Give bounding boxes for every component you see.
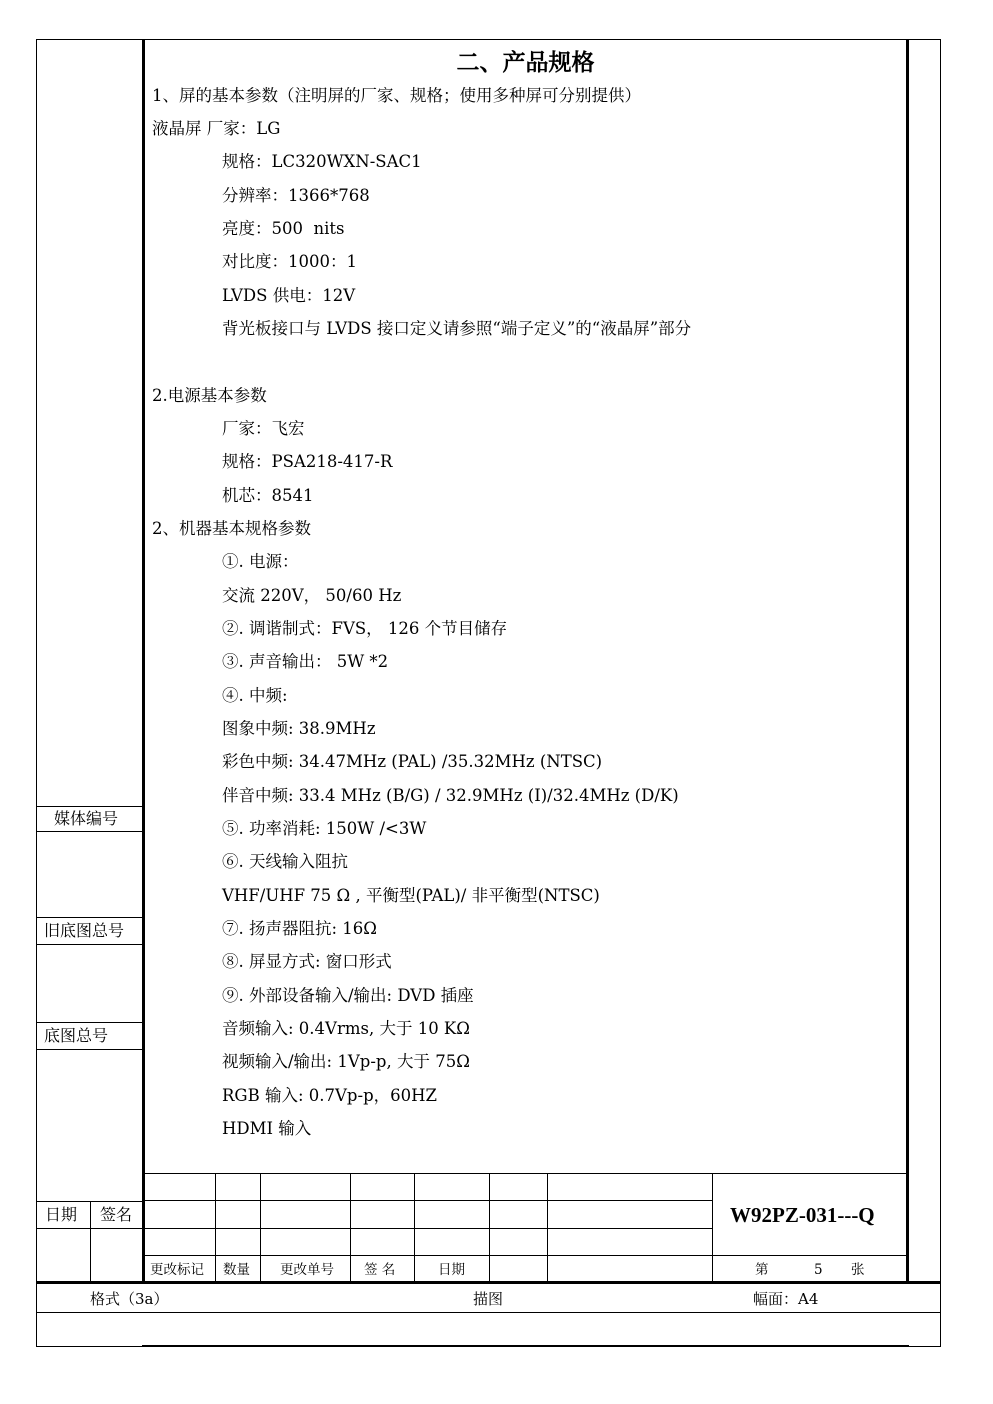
spec-line: ①. 电源：: [222, 552, 299, 571]
sidebar-line: [36, 831, 143, 832]
titleblock-line: [144, 1200, 712, 1201]
frame-right-line: [940, 39, 941, 1346]
sidebar-line: [36, 806, 143, 807]
quantity-label: 数量: [223, 1262, 250, 1278]
spec-line: 交流 220V， 50/60 Hz: [222, 586, 402, 605]
date-label: 日期: [438, 1262, 465, 1278]
sidebar-inner-divider: [90, 1201, 91, 1282]
titleblock-line: [144, 1255, 907, 1256]
spec-line: ②. 调谐制式：FVS， 126 个节目储存: [222, 619, 508, 638]
format-label: 格式（3a）: [90, 1290, 169, 1308]
spec-line: 分辨率：1366*768: [222, 186, 370, 205]
sheet-number: 5: [814, 1262, 823, 1278]
spec-line: 音频输入: 0.4Vrms, 大于 10 KΩ: [222, 1019, 470, 1038]
media-no-label: 媒体编号: [54, 809, 119, 828]
spec-line: 厂家：飞宏: [222, 419, 305, 438]
spec-line: ⑧. 屏显方式: 窗口形式: [222, 952, 392, 971]
date-label: 日期: [45, 1205, 78, 1224]
spec-line: 图象中频: 38.9MHz: [222, 719, 376, 738]
base-total-label: 底图总号: [44, 1026, 109, 1045]
spec-line: ⑨. 外部设备输入/输出: DVD 插座: [222, 986, 474, 1005]
spec-line: 对比度：1000：1: [222, 252, 357, 271]
sidebar-line: [36, 917, 143, 918]
spec-line: 机芯：8541: [222, 486, 314, 505]
old-base-total-label: 旧底图总号: [44, 921, 125, 940]
spec-line: 彩色中频: 34.47MHz (PAL) /35.32MHz (NTSC): [222, 752, 603, 771]
titleblock-col: [350, 1173, 351, 1282]
spec-line: ⑤. 功率消耗: 150W /<3W: [222, 819, 427, 838]
spec-line: ④. 中频:: [222, 686, 288, 705]
spec-line: 1、屏的基本参数（注明屏的厂家、规格；使用多种屏可分别提供）: [152, 86, 641, 105]
spec-line: 2.电源基本参数: [152, 386, 267, 405]
content-right-border: [906, 39, 909, 1283]
bottom-thick-line: [142, 1345, 909, 1347]
spec-line: 规格：PSA218-417-R: [222, 452, 393, 471]
titleblock-col: [215, 1173, 216, 1282]
spec-line: 视频输入/输出: 1Vp-p, 大于 75Ω: [222, 1052, 470, 1071]
page-title: 二、产品规格: [456, 50, 595, 76]
titleblock-line: [144, 1228, 712, 1229]
spec-line: ⑦. 扬声器阻抗: 16Ω: [222, 919, 377, 938]
spec-line: 液晶屏 厂家：LG: [152, 119, 281, 138]
sidebar-line: [36, 1022, 143, 1023]
titleblock-col: [414, 1173, 415, 1282]
spec-line: 规格：LC320WXN-SAC1: [222, 152, 422, 171]
spec-line: VHF/UHF 75 Ω , 平衡型(PAL)/ 非平衡型(NTSC): [222, 886, 600, 905]
spec-line: 伴音中频: 33.4 MHz (B/G) / 32.9MHz (I)/32.4MHz (D/K): [222, 786, 679, 805]
footer-divider: [36, 1312, 941, 1313]
spec-line: 亮度：500 nits: [222, 219, 345, 238]
spec-line: ⑥. 天线输入阻抗: [222, 852, 348, 871]
paper-size-label: 幅面：A4: [753, 1290, 819, 1308]
sheet-prefix: 第: [755, 1262, 769, 1278]
spec-line: HDMI 输入: [222, 1119, 312, 1138]
spec-line: ③. 声音输出： 5W *2: [222, 652, 389, 671]
sign-label: 签 名: [364, 1262, 396, 1278]
frame-left-line: [36, 39, 37, 1346]
trace-label: 描图: [473, 1290, 504, 1308]
spec-line: RGB 输入: 0.7Vp-p，60HZ: [222, 1086, 437, 1105]
sidebar-line: [36, 1049, 143, 1050]
titleblock-col: [260, 1173, 261, 1282]
frame-top-line: [36, 39, 941, 40]
change-mark-label: 更改标记: [150, 1262, 204, 1278]
document-number: W92PZ-031---Q: [730, 1203, 875, 1227]
spec-line: LVDS 供电：12V: [222, 286, 356, 305]
sign-label: 签名: [100, 1205, 133, 1224]
titleblock-col: [547, 1173, 548, 1282]
sidebar-line: [36, 944, 143, 945]
spec-line: 2、机器基本规格参数: [152, 519, 311, 538]
change-no-label: 更改单号: [280, 1262, 334, 1278]
titleblock-col: [489, 1173, 490, 1282]
titleblock-col: [712, 1173, 713, 1282]
spec-line: 背光板接口与 LVDS 接口定义请参照“端子定义”的“液晶屏”部分: [222, 319, 692, 338]
sheet-suffix: 张: [851, 1262, 865, 1278]
content-left-border: [142, 39, 145, 1283]
titleblock-line: [144, 1173, 907, 1174]
